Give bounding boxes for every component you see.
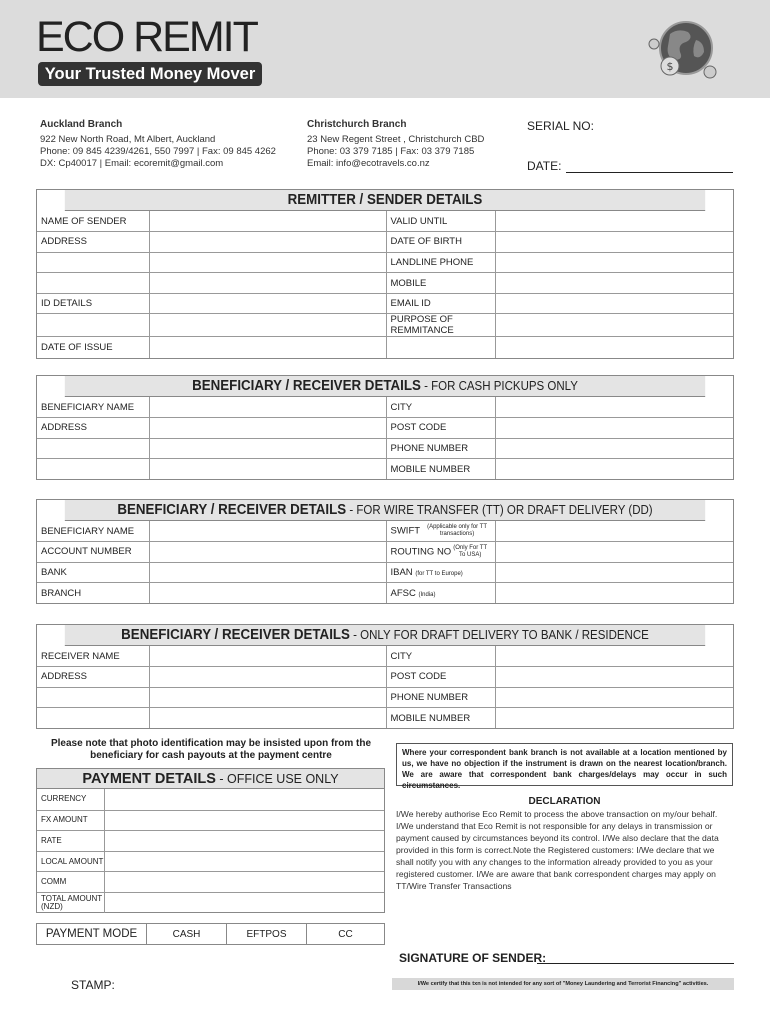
- payment-label: CURRENCY: [37, 789, 105, 810]
- field-label: BRANCH: [37, 583, 149, 604]
- wire-transfer-title: [65, 500, 705, 521]
- wire-title-main: BENEFICIARY / RECEIVER DETAILS: [117, 502, 347, 518]
- table-row: [37, 583, 733, 604]
- input-cell[interactable]: [495, 337, 733, 358]
- draft-delivery-title: [65, 625, 705, 646]
- input-cell[interactable]: [149, 542, 386, 563]
- table-row: [37, 418, 733, 439]
- wire-table: [37, 521, 733, 603]
- input-cell[interactable]: [149, 687, 386, 708]
- declaration-title: DECLARATION: [528, 796, 601, 807]
- input-cell[interactable]: [149, 314, 386, 337]
- table-row: [37, 708, 733, 729]
- field-label: ACCOUNT NUMBER: [37, 542, 149, 563]
- payment-row: [37, 830, 384, 851]
- wire-transfer-section: [36, 499, 734, 604]
- input-cell[interactable]: [105, 893, 384, 913]
- table-row: [37, 397, 733, 418]
- field-label: ADDRESS: [37, 667, 149, 688]
- payment-row: [37, 871, 384, 892]
- swift-note: (Applicable only for TT transactions): [427, 524, 488, 538]
- field-label: [386, 521, 495, 542]
- field-label: [386, 542, 495, 563]
- field-label: RECEIVER NAME: [37, 646, 149, 667]
- payment-row: [37, 892, 384, 913]
- certify-statement: I/We certify that this txn is not intended for any sort of "Money Laundering and Terrorist Financing" activities.: [392, 978, 734, 990]
- field-label: PHONE NUMBER: [386, 687, 495, 708]
- input-cell[interactable]: [149, 667, 386, 688]
- table-row: [37, 459, 733, 480]
- christchurch-email: Email: info@ecotravels.co.nz: [307, 158, 430, 169]
- signature-field[interactable]: [537, 963, 734, 964]
- auckland-branch-name: Auckland Branch: [40, 119, 123, 130]
- input-cell[interactable]: [495, 583, 733, 604]
- table-row: [37, 542, 733, 563]
- swift-label: SWIFT: [390, 525, 421, 537]
- input-cell[interactable]: [495, 542, 733, 563]
- input-cell[interactable]: [105, 852, 384, 872]
- table-row: [37, 687, 733, 708]
- input-cell[interactable]: [495, 459, 733, 480]
- field-label: BENEFICIARY NAME: [37, 521, 149, 542]
- mode-cash-option[interactable]: CASH: [147, 924, 227, 944]
- afsc-note: (India): [418, 591, 436, 598]
- cash-pickup-title: [65, 376, 705, 397]
- input-cell[interactable]: [495, 273, 733, 294]
- christchurch-branch-name: Christchurch Branch: [307, 119, 407, 130]
- field-label: CITY: [386, 397, 495, 418]
- input-cell[interactable]: [149, 562, 386, 583]
- input-cell[interactable]: [149, 583, 386, 604]
- field-label: NAME OF SENDER: [37, 211, 149, 232]
- field-label: MOBILE: [386, 273, 495, 294]
- routing-note: (Only For TT To USA): [453, 544, 488, 558]
- input-cell[interactable]: [495, 521, 733, 542]
- input-cell[interactable]: [495, 438, 733, 459]
- cash-table: [37, 397, 733, 479]
- table-row: [37, 252, 733, 273]
- globe-icon: [640, 14, 724, 84]
- table-row: [37, 314, 733, 337]
- field-label: MOBILE NUMBER: [386, 459, 495, 480]
- auckland-email: DX: Cp40017 | Email: ecoremit@gmail.com: [40, 158, 224, 169]
- input-cell[interactable]: [149, 211, 386, 232]
- input-cell[interactable]: [495, 293, 733, 314]
- logo-name: ECO REMIT: [36, 13, 257, 61]
- eco-remit-logo: [36, 14, 262, 88]
- input-cell[interactable]: [105, 831, 384, 851]
- payment-row: [37, 789, 384, 810]
- declaration-body: I/We hereby authorise Eco Remit to process the above transaction on my/our behalf. I/We understand that Eco Remit is not responsible for any delays in transmission or payment caused by circumstances beyond its control. I/We also declare that the data provided in this form is correct.Note the Registered customers: I/We declare that we shall notify you with any changes to the information already provided to you as your registered customer. I/We are aware that bank correspondent charges may apply on TT/Wire Transfer Transactions: [396, 809, 719, 891]
- draft-title-sub: - ONLY FOR DRAFT DELIVERY TO BANK / RESIDENCE: [349, 628, 649, 642]
- table-row: [37, 521, 733, 542]
- routing-label: ROUTING NO: [390, 546, 452, 558]
- input-cell[interactable]: [149, 337, 386, 358]
- field-label: [37, 273, 149, 294]
- field-label: [386, 337, 495, 358]
- input-cell[interactable]: [149, 521, 386, 542]
- payment-label: RATE: [37, 831, 105, 851]
- field-label: DATE OF ISSUE: [37, 337, 149, 358]
- table-row: [37, 667, 733, 688]
- field-label: DATE OF BIRTH: [386, 232, 495, 253]
- stamp-label: STAMP:: [71, 978, 115, 992]
- field-label: ADDRESS: [37, 418, 149, 439]
- cash-title-sub: - FOR CASH PICKUPS ONLY: [420, 379, 578, 393]
- table-row: [37, 211, 733, 232]
- remitter-title: REMITTER / SENDER DETAILS: [65, 190, 705, 211]
- input-cell[interactable]: [149, 397, 386, 418]
- input-cell[interactable]: [495, 667, 733, 688]
- table-row: [37, 337, 733, 358]
- field-label: [37, 252, 149, 273]
- input-cell[interactable]: [495, 397, 733, 418]
- input-cell[interactable]: [149, 708, 386, 729]
- payment-title-main: PAYMENT DETAILS: [82, 771, 216, 787]
- field-label: VALID UNTIL: [386, 211, 495, 232]
- input-cell[interactable]: [149, 459, 386, 480]
- table-row: [37, 562, 733, 583]
- table-row: [37, 273, 733, 294]
- draft-table: [37, 646, 733, 728]
- table-row: [37, 293, 733, 314]
- auckland-address: 922 New North Road, Mt Albert, Auckland: [40, 134, 216, 145]
- field-label: PHONE NUMBER: [386, 438, 495, 459]
- auckland-branch: [40, 119, 276, 170]
- table-row: [37, 232, 733, 253]
- date-field[interactable]: [566, 172, 733, 173]
- input-cell[interactable]: [495, 252, 733, 273]
- wire-title-sub: - FOR WIRE TRANSFER (TT) OR DRAFT DELIVERY (DD): [346, 503, 653, 517]
- payment-label: TOTAL AMOUNT (NZD): [37, 893, 105, 913]
- input-cell[interactable]: [495, 232, 733, 253]
- input-cell[interactable]: [149, 646, 386, 667]
- cash-title-main: BENEFICIARY / RECEIVER DETAILS: [192, 378, 421, 394]
- iban-note: (for TT to Europe): [415, 570, 463, 577]
- payment-mode-label: PAYMENT MODE: [37, 924, 147, 944]
- input-cell[interactable]: [149, 273, 386, 294]
- payment-label: LOCAL AMOUNT: [37, 852, 105, 872]
- input-cell[interactable]: [495, 314, 733, 337]
- payment-grid: [36, 789, 385, 913]
- input-cell[interactable]: [495, 646, 733, 667]
- field-label: BENEFICIARY NAME: [37, 397, 149, 418]
- payment-title: [36, 768, 385, 789]
- field-label: CITY: [386, 646, 495, 667]
- payment-title-sub: - OFFICE USE ONLY: [215, 772, 339, 786]
- mode-eftpos-option[interactable]: EFTPOS: [227, 924, 307, 944]
- photo-id-note: Please note that photo identification may be insisted upon from the beneficiary for cash payouts at the payment centre: [50, 738, 372, 761]
- field-label: EMAIL ID: [386, 293, 495, 314]
- payment-row: [37, 851, 384, 872]
- correspondent-bank-note: Where your correspondent bank branch is not available at a location mentioned by us, we have no objection if the instrument is drawn on the nearest location/branch. We are aware that correspondent bank charges/delays may occur in such circumstances.: [396, 743, 733, 786]
- mode-cc-option[interactable]: CC: [338, 928, 353, 940]
- draft-title-main: BENEFICIARY / RECEIVER DETAILS: [121, 627, 350, 643]
- input-cell[interactable]: [105, 789, 384, 810]
- input-cell[interactable]: [495, 211, 733, 232]
- svg-text:$: $: [666, 60, 674, 73]
- iban-label: IBAN: [390, 566, 413, 578]
- input-cell[interactable]: [105, 872, 384, 892]
- field-label: [37, 708, 149, 729]
- field-label: POST CODE: [386, 667, 495, 688]
- field-label: [37, 438, 149, 459]
- table-row: [37, 438, 733, 459]
- afsc-label: AFSC: [390, 587, 416, 599]
- field-label: PURPOSE OF REMMITANCE: [386, 314, 495, 337]
- input-cell[interactable]: [495, 708, 733, 729]
- christchurch-address: 23 New Regent Street , Christchurch CBD: [307, 134, 485, 145]
- input-cell[interactable]: [149, 252, 386, 273]
- input-cell[interactable]: [495, 687, 733, 708]
- serial-label: SERIAL NO:: [527, 119, 594, 133]
- input-cell[interactable]: [105, 811, 384, 831]
- draft-delivery-section: [36, 624, 734, 729]
- payment-mode-row: [36, 923, 385, 945]
- input-cell[interactable]: [149, 438, 386, 459]
- field-label: BANK: [37, 562, 149, 583]
- date-label: DATE:: [527, 159, 562, 173]
- remitter-section: [36, 189, 734, 359]
- table-row: [37, 646, 733, 667]
- auckland-phone: Phone: 09 845 4239/4261, 550 7997 | Fax: 09 845 4262: [40, 146, 276, 157]
- field-label: ID DETAILS: [37, 293, 149, 314]
- field-label: LANDLINE PHONE: [386, 252, 495, 273]
- field-label: [37, 459, 149, 480]
- field-label: [386, 583, 495, 604]
- field-label: POST CODE: [386, 418, 495, 439]
- remitter-table: [37, 211, 733, 358]
- payment-row: [37, 810, 384, 831]
- input-cell[interactable]: [149, 418, 386, 439]
- input-cell[interactable]: [149, 293, 386, 314]
- field-label: [37, 314, 149, 337]
- input-cell[interactable]: [495, 562, 733, 583]
- input-cell[interactable]: [495, 418, 733, 439]
- payment-label: COMM: [37, 872, 105, 892]
- christchurch-phone: Phone: 03 379 7185 | Fax: 03 379 7185: [307, 146, 475, 157]
- signature-label: SIGNATURE OF SENDER:: [399, 951, 547, 965]
- field-label: [37, 687, 149, 708]
- payment-label: FX AMOUNT: [37, 811, 105, 831]
- cash-pickup-section: [36, 375, 734, 480]
- field-label: MOBILE NUMBER: [386, 708, 495, 729]
- field-label: ADDRESS: [37, 232, 149, 253]
- input-cell[interactable]: [149, 232, 386, 253]
- logo-tagline: Your Trusted Money Mover: [38, 62, 262, 86]
- field-label: [386, 562, 495, 583]
- christchurch-branch: [307, 119, 484, 170]
